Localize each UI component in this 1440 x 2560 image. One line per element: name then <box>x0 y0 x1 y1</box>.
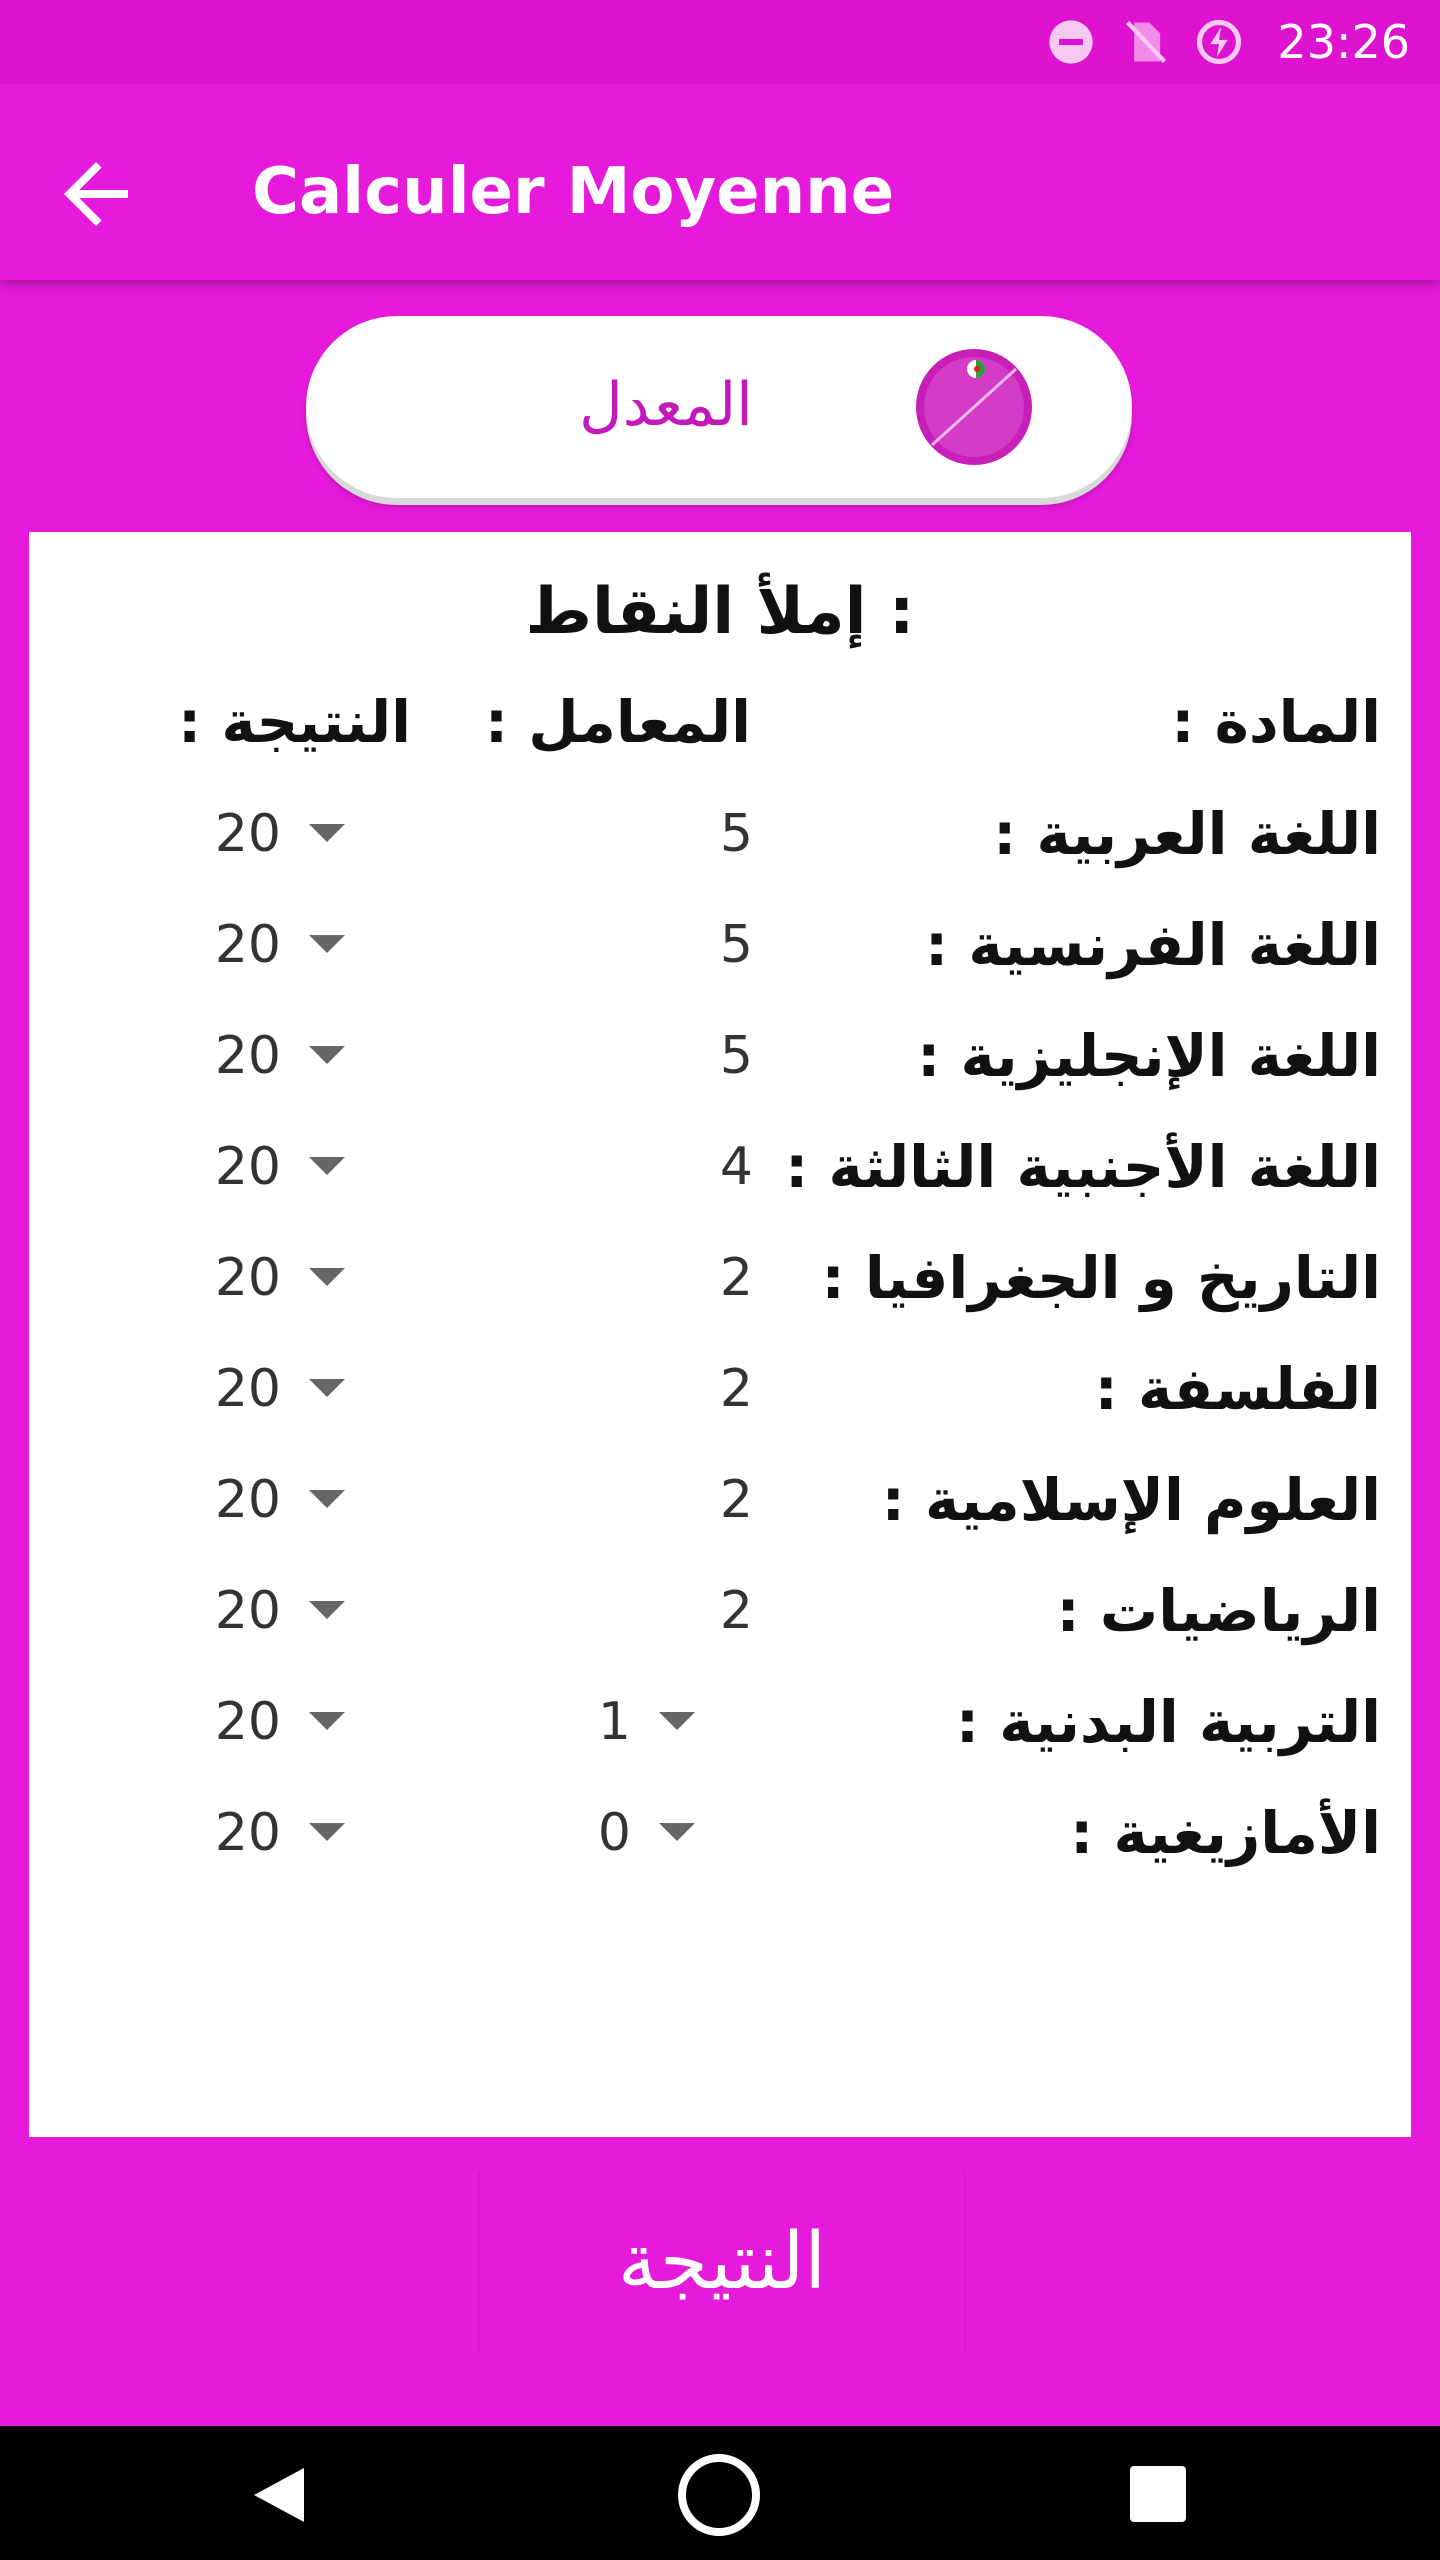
subject-label: العلوم الإسلامية : <box>881 1466 1381 1534</box>
column-header-coefficient: المعامل : <box>484 688 751 756</box>
result-value: 20 <box>214 1359 281 1419</box>
column-header-result: النتيجة : <box>177 688 411 756</box>
coefficient-value: 2 <box>719 1248 753 1308</box>
result-button[interactable]: النتيجة <box>478 2172 966 2352</box>
coefficient-value: 1 <box>597 1692 631 1752</box>
nav-home-icon[interactable] <box>676 2452 762 2538</box>
nav-back-icon[interactable] <box>246 2462 312 2528</box>
subject-label: الفلسفة : <box>1094 1355 1381 1423</box>
result-spinner[interactable] <box>189 1450 359 1550</box>
average-label: المعدل <box>579 370 753 440</box>
grade-row <box>29 1006 1411 1106</box>
subject-label: الأمازيغية : <box>1070 1799 1381 1867</box>
grade-row <box>29 784 1411 884</box>
coefficient-value: 5 <box>719 804 753 864</box>
result-spinner[interactable] <box>189 1783 359 1883</box>
dropdown-arrow-icon <box>309 1157 345 1177</box>
status-time: 23:26 <box>1277 15 1410 69</box>
battery-charging-icon <box>1193 16 1245 68</box>
nav-recents-icon[interactable] <box>1128 2464 1188 2524</box>
subject-label: اللغة الإنجليزية : <box>917 1022 1381 1090</box>
coefficient-spinner[interactable] <box>569 1783 709 1883</box>
dropdown-arrow-icon <box>309 1268 345 1288</box>
result-spinner[interactable] <box>189 1561 359 1661</box>
coefficient-value: 4 <box>719 1137 753 1197</box>
result-value: 20 <box>214 915 281 975</box>
result-value: 20 <box>214 1803 281 1863</box>
dropdown-arrow-icon <box>659 1712 695 1732</box>
subject-label: اللغة الفرنسية : <box>925 911 1381 979</box>
coefficient-value: 2 <box>719 1359 753 1419</box>
app-logo-icon <box>914 347 1034 467</box>
result-value: 20 <box>214 1581 281 1641</box>
status-icons <box>1045 14 1410 70</box>
dropdown-arrow-icon <box>309 935 345 955</box>
dropdown-arrow-icon <box>309 1046 345 1066</box>
arrow-left-icon[interactable] <box>48 146 144 242</box>
status-bar <box>0 0 1440 84</box>
coefficient-value: 2 <box>719 1581 753 1641</box>
form-title: إملأ النقاط : <box>525 575 915 649</box>
dropdown-arrow-icon <box>659 1823 695 1843</box>
dropdown-arrow-icon <box>309 1823 345 1843</box>
result-spinner[interactable] <box>189 1117 359 1217</box>
app-bar <box>0 84 1440 280</box>
result-value: 20 <box>214 1470 281 1530</box>
dropdown-arrow-icon <box>309 1490 345 1510</box>
dnd-icon <box>1045 16 1097 68</box>
coefficient-value: 0 <box>597 1803 631 1863</box>
result-spinner[interactable] <box>189 1339 359 1439</box>
result-value: 20 <box>214 1137 281 1197</box>
page-title: Calculer Moyenne <box>252 155 895 229</box>
navigation-bar <box>0 2426 1440 2560</box>
result-value: 20 <box>214 1692 281 1752</box>
dropdown-arrow-icon <box>309 1379 345 1399</box>
subject-label: التربية البدنية : <box>955 1688 1381 1756</box>
grade-row <box>29 1672 1411 1772</box>
subject-label: اللغة العربية : <box>993 800 1381 868</box>
coefficient-value: 5 <box>719 915 753 975</box>
result-spinner[interactable] <box>189 1006 359 1106</box>
dropdown-arrow-icon <box>309 1601 345 1621</box>
average-header-button[interactable] <box>306 316 1132 498</box>
dropdown-arrow-icon <box>309 1712 345 1732</box>
grade-row <box>29 1228 1411 1328</box>
result-value: 20 <box>214 804 281 864</box>
grade-row <box>29 1339 1411 1439</box>
dropdown-arrow-icon <box>309 824 345 844</box>
no-sim-icon <box>1119 16 1171 68</box>
result-spinner[interactable] <box>189 1228 359 1328</box>
grade-row <box>29 1783 1411 1883</box>
result-spinner[interactable] <box>189 1672 359 1772</box>
grades-form <box>29 532 1411 2137</box>
result-value: 20 <box>214 1026 281 1086</box>
result-value: 20 <box>214 1248 281 1308</box>
coefficient-value: 5 <box>719 1026 753 1086</box>
grade-row <box>29 1561 1411 1661</box>
grade-row <box>29 895 1411 995</box>
subject-label: اللغة الأجنبية الثالثة : <box>785 1133 1381 1201</box>
coefficient-value: 2 <box>719 1470 753 1530</box>
result-spinner[interactable] <box>189 895 359 995</box>
subject-label: التاريخ و الجغرافيا : <box>821 1244 1381 1312</box>
subject-label: الرياضيات : <box>1056 1577 1381 1645</box>
grade-row <box>29 1117 1411 1217</box>
coefficient-spinner[interactable] <box>569 1672 709 1772</box>
result-spinner[interactable] <box>189 784 359 884</box>
column-header-subject: المادة : <box>1171 688 1381 756</box>
grade-row <box>29 1450 1411 1550</box>
